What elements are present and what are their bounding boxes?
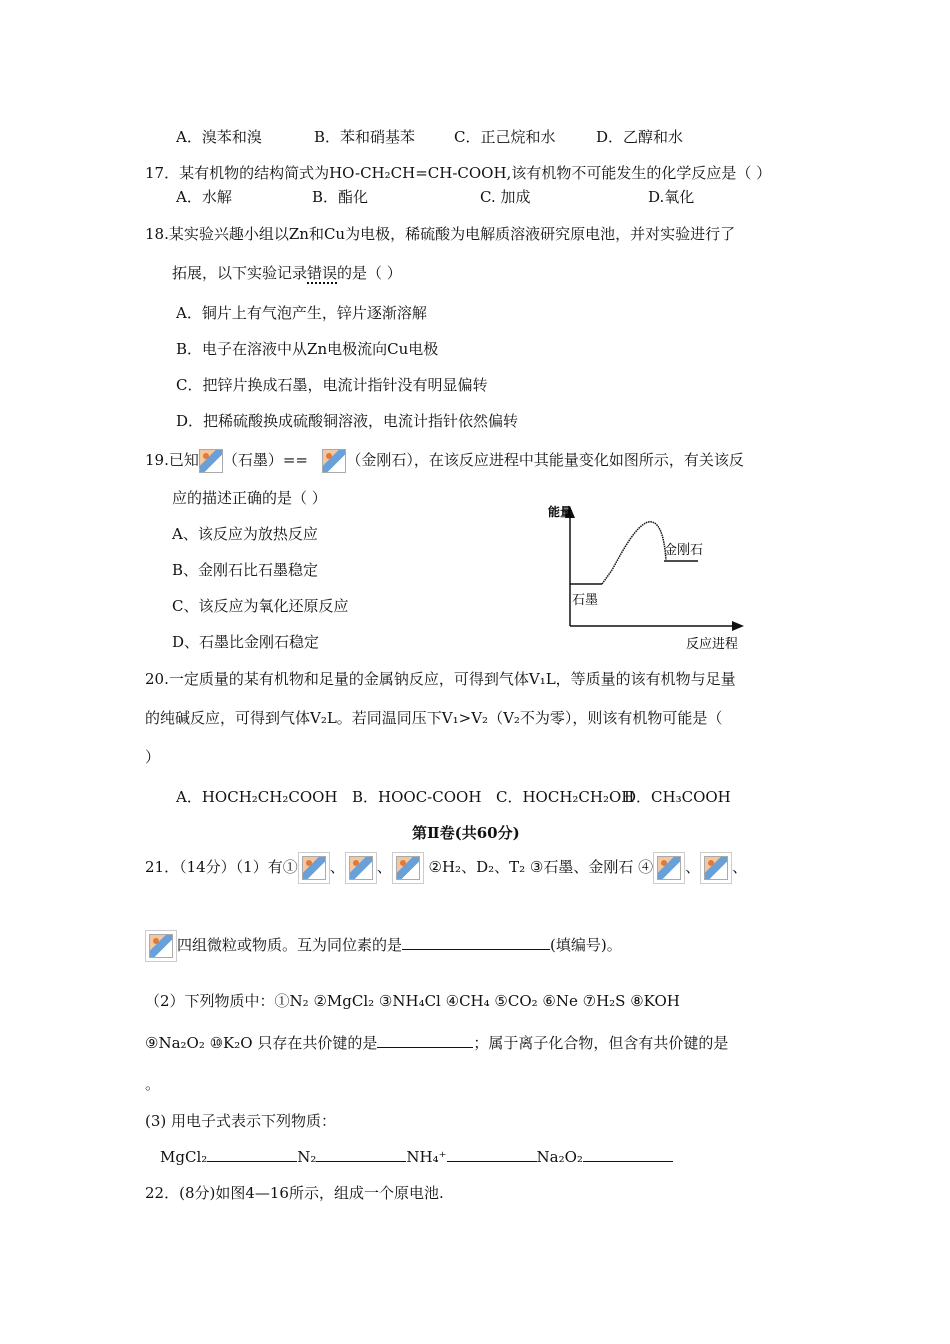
na2o2-label: Na₂O₂ [536,1148,583,1166]
q19-stem-rest: （金刚石），在该反应进程中其能量变化如图所示，有关该反 [346,451,744,469]
q19-graphite-label: （石墨）== [222,451,308,469]
q18-stem-tail: 的是（ ） [337,264,402,282]
q21-part2-line2 [145,1031,728,1054]
q18-option-a: A．铜片上有气泡产生，锌片逐渐溶解 [176,304,427,322]
q17-option-a: A．水解 [176,188,232,206]
diamond-label: 金刚石 [664,542,704,557]
image-placeholder-icon [322,449,346,473]
image-placeholder-icon [396,856,420,880]
q22-stem: 22．(8分)如图4—16所示，组成一个原电池. [145,1184,444,1202]
q19-stem-line2: 应的描述正确的是（ ） [172,489,327,507]
q21-separator: 、 [329,858,345,876]
q20-stem-line3: ） [145,748,161,766]
q20-option-c: C．HOCH₂CH₂OH [496,788,635,806]
q18-stem-text: 拓展，以下实验记录 [172,264,308,282]
image-placeholder-icon [704,856,728,880]
nh4-answer-blank[interactable] [447,1149,537,1162]
q17-option-b: B．酯化 [312,188,369,206]
q21-isotope-question: 四组微粒或物质。互为同位素的是 [177,936,403,954]
q16-options [176,126,683,148]
q19-option-d: D、石墨比金刚石稳定 [172,633,320,651]
q20-option-b: B．HOOC-COOH [352,788,482,806]
q17-option-d: D.氧化 [648,188,695,206]
graphite-label: 石墨 [572,592,599,607]
q19-stem-line1 [145,449,744,473]
image-placeholder-icon [302,856,326,880]
q21-separator: 、 [685,858,701,876]
q16-option-a: A．溴苯和溴 [176,128,262,146]
q16-option-b: B．苯和硝基苯 [314,128,416,146]
n2-answer-blank[interactable] [316,1149,406,1162]
image-placeholder-icon [657,856,681,880]
isotope-answer-blank[interactable] [402,933,550,950]
q17-stem: 17．某有机物的结构简式为HO-CH₂CH=CH-COOH,该有机物不可能发生的化学反应是（ ） [145,164,772,182]
q19-option-b: B、金刚石比石墨稳定 [172,561,319,579]
q21-line1 [145,850,747,884]
q19-stem-start: 19.已知 [145,451,199,469]
q20-option-d: D．CH₃COOH [624,788,731,806]
image-placeholder-icon [199,449,223,473]
x-axis-label: 反应进程 [686,636,739,651]
image-placeholder-icon [349,856,373,880]
mgcl2-answer-blank[interactable] [207,1149,297,1162]
q21-separator: 、 [732,858,748,876]
q21-line2 [145,928,622,962]
q17-option-c: C. 加成 [480,188,531,206]
q20-options [176,786,731,808]
q16-option-c: C．正己烷和水 [454,128,556,146]
image-placeholder-box [298,852,330,884]
image-placeholder-box [653,852,685,884]
q21-ionic-covalent-text: ；属于离子化合物，但含有共价键的是 [473,1034,729,1052]
reaction-curve [602,522,666,584]
q21-part2-line3: 。 [145,1075,161,1093]
nh4-label: NH₄⁺ [406,1148,447,1166]
q19-option-c: C、该反应为氧化还原反应 [172,597,349,615]
q21-part2-line1: （2）下列物质中：①N₂ ②MgCl₂ ③NH₄Cl ④CH₄ ⑤CO₂ ⑥Ne ⑦H₂S ⑧KOH [145,992,680,1010]
image-placeholder-box [145,930,177,962]
n2-label: N₂ [297,1148,317,1166]
q21-separator: 、 [376,858,392,876]
q18-emphasis-word: 错误 [307,264,338,282]
q21-intro: 21．（14分）（1）有① [145,858,298,876]
q21-part3-items [160,1146,673,1168]
x-axis-arrow [732,621,744,631]
energy-diagram [540,500,750,652]
q18-option-c: C．把锌片换成石墨，电流计指针没有明显偏转 [176,376,488,394]
section-2-title: 第Ⅱ卷(共60分) [412,824,520,842]
q21-fill-number: (填编号)。 [550,936,622,954]
q20-stem-line1: 20.一定质量的某有机物和足量的金属钠反应，可得到气体V₁L，等质量的该有机物与足量 [145,670,736,688]
image-placeholder-icon [149,934,173,958]
q18-stem-line2 [172,262,402,284]
image-placeholder-box [392,852,424,884]
q17-options [176,186,694,208]
image-placeholder-box [345,852,377,884]
mgcl2-label: MgCl₂ [160,1148,208,1166]
q18-stem-line1: 18.某实验兴趣小组以Zn和Cu为电极，稀硫酸为电解质溶液研究原电池，并对实验进行了 [145,225,736,243]
y-axis-label: 能量 [548,505,573,519]
q16-option-d: D．乙醇和水 [596,128,684,146]
q19-option-a: A、该反应为放热反应 [172,525,318,543]
q21-covalent-only-text: ⑨Na₂O₂ ⑩K₂O 只存在共价键的是 [145,1034,378,1052]
q20-stem-line2: 的纯碱反应，可得到气体V₂L。若同温同压下V₁>V₂（V₂不为零），则该有机物可能是（ [145,709,723,727]
q18-option-d: D．把稀硫酸换成硫酸铜溶液，电流计指针依然偏转 [176,412,519,430]
q20-option-a: A．HOCH₂CH₂COOH [176,788,338,806]
q21-groups-text: ②H₂、D₂、T₂ ③石墨、金刚石 ④ [428,858,654,876]
q21-part3-title: (3) 用电子式表示下列物质： [145,1112,337,1130]
na2o2-answer-blank[interactable] [583,1149,673,1162]
covalent-only-answer-blank[interactable] [377,1031,473,1048]
q18-option-b: B．电子在溶液中从Zn电极流向Cu电极 [176,340,439,358]
image-placeholder-box [700,852,732,884]
